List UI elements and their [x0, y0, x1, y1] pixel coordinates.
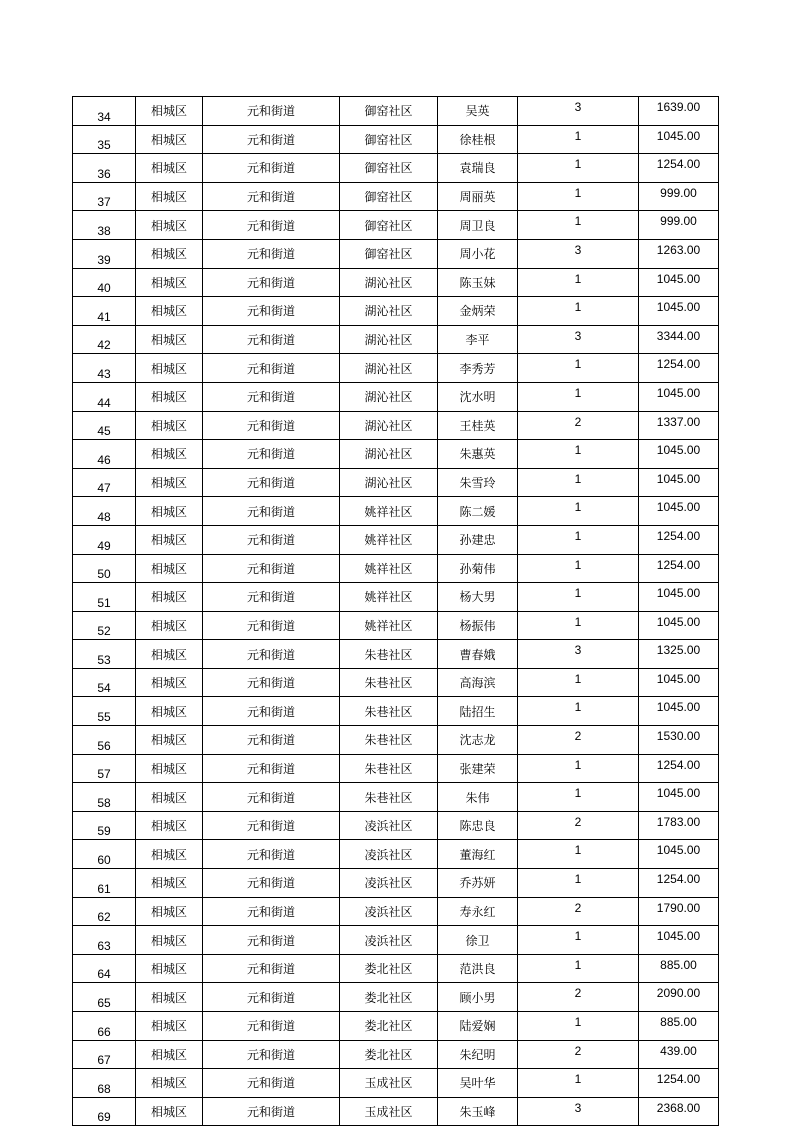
row-number-cell: 61: [73, 869, 136, 898]
table-row: [73, 154, 719, 183]
row-number-cell: 52: [73, 611, 136, 640]
community-cell: 朱巷社区: [340, 697, 438, 726]
street-cell: 元和街道: [203, 554, 340, 583]
amount-cell: 1790.00: [639, 897, 719, 926]
household-count-cell: 1: [518, 554, 639, 583]
community-cell: 御窑社区: [340, 97, 438, 126]
community-cell: 湖沁社区: [340, 382, 438, 411]
street-cell: 元和街道: [203, 211, 340, 240]
household-count-cell: 1: [518, 783, 639, 812]
district-cell: 相城区: [136, 1069, 203, 1098]
table-row: [73, 411, 719, 440]
table-row: [73, 1012, 719, 1041]
name-cell: 杨振伟: [438, 611, 518, 640]
table-row: [73, 811, 719, 840]
district-cell: 相城区: [136, 182, 203, 211]
name-cell: 朱伟: [438, 783, 518, 812]
street-cell: 元和街道: [203, 154, 340, 183]
name-cell: 董海红: [438, 840, 518, 869]
community-cell: 御窑社区: [340, 211, 438, 240]
amount-cell: 1254.00: [639, 354, 719, 383]
community-cell: 凌浜社区: [340, 869, 438, 898]
district-cell: 相城区: [136, 668, 203, 697]
household-count-cell: 2: [518, 1040, 639, 1069]
data-table: [72, 96, 719, 1126]
district-cell: 相城区: [136, 926, 203, 955]
household-count-cell: 2: [518, 726, 639, 755]
amount-cell: 2090.00: [639, 983, 719, 1012]
amount-cell: 1045.00: [639, 125, 719, 154]
community-cell: 姚祥社区: [340, 554, 438, 583]
district-cell: 相城区: [136, 640, 203, 669]
household-count-cell: 1: [518, 125, 639, 154]
amount-cell: 999.00: [639, 182, 719, 211]
district-cell: 相城区: [136, 325, 203, 354]
name-cell: 孙菊伟: [438, 554, 518, 583]
district-cell: 相城区: [136, 154, 203, 183]
household-count-cell: 3: [518, 325, 639, 354]
name-cell: 乔苏妍: [438, 869, 518, 898]
table-row: [73, 783, 719, 812]
district-cell: 相城区: [136, 411, 203, 440]
district-cell: 相城区: [136, 440, 203, 469]
name-cell: 王桂英: [438, 411, 518, 440]
district-cell: 相城区: [136, 468, 203, 497]
street-cell: 元和街道: [203, 840, 340, 869]
street-cell: 元和街道: [203, 668, 340, 697]
table-row: [73, 382, 719, 411]
name-cell: 陆爱娴: [438, 1012, 518, 1041]
community-cell: 姚祥社区: [340, 497, 438, 526]
table-row: [73, 239, 719, 268]
row-number-cell: 55: [73, 697, 136, 726]
row-number-cell: 65: [73, 983, 136, 1012]
community-cell: 湖沁社区: [340, 440, 438, 469]
district-cell: 相城区: [136, 697, 203, 726]
street-cell: 元和街道: [203, 926, 340, 955]
row-number-cell: 56: [73, 726, 136, 755]
community-cell: 湖沁社区: [340, 325, 438, 354]
community-cell: 湖沁社区: [340, 411, 438, 440]
street-cell: 元和街道: [203, 869, 340, 898]
district-cell: 相城区: [136, 611, 203, 640]
community-cell: 凌浜社区: [340, 811, 438, 840]
street-cell: 元和街道: [203, 354, 340, 383]
amount-cell: 885.00: [639, 1012, 719, 1041]
household-count-cell: 1: [518, 154, 639, 183]
community-cell: 姚祥社区: [340, 611, 438, 640]
table-row: [73, 211, 719, 240]
name-cell: 顾小男: [438, 983, 518, 1012]
district-cell: 相城区: [136, 954, 203, 983]
row-number-cell: 66: [73, 1012, 136, 1041]
amount-cell: 1045.00: [639, 440, 719, 469]
community-cell: 朱巷社区: [340, 640, 438, 669]
name-cell: 吴叶华: [438, 1069, 518, 1098]
row-number-cell: 43: [73, 354, 136, 383]
name-cell: 李秀芳: [438, 354, 518, 383]
district-cell: 相城区: [136, 354, 203, 383]
amount-cell: 1045.00: [639, 611, 719, 640]
community-cell: 御窑社区: [340, 154, 438, 183]
table-row: [73, 869, 719, 898]
household-count-cell: 1: [518, 668, 639, 697]
district-cell: 相城区: [136, 726, 203, 755]
amount-cell: 1254.00: [639, 154, 719, 183]
household-count-cell: 2: [518, 897, 639, 926]
row-number-cell: 42: [73, 325, 136, 354]
amount-cell: 1045.00: [639, 668, 719, 697]
street-cell: 元和街道: [203, 954, 340, 983]
district-cell: 相城区: [136, 811, 203, 840]
row-number-cell: 58: [73, 783, 136, 812]
household-count-cell: 1: [518, 525, 639, 554]
street-cell: 元和街道: [203, 411, 340, 440]
name-cell: 曹春娥: [438, 640, 518, 669]
district-cell: 相城区: [136, 554, 203, 583]
household-count-cell: 1: [518, 840, 639, 869]
name-cell: 陈二媛: [438, 497, 518, 526]
district-cell: 相城区: [136, 525, 203, 554]
street-cell: 元和街道: [203, 525, 340, 554]
street-cell: 元和街道: [203, 125, 340, 154]
household-count-cell: 1: [518, 1069, 639, 1098]
name-cell: 徐卫: [438, 926, 518, 955]
street-cell: 元和街道: [203, 1040, 340, 1069]
name-cell: 张建荣: [438, 754, 518, 783]
amount-cell: 1045.00: [639, 697, 719, 726]
community-cell: 娄北社区: [340, 954, 438, 983]
name-cell: 李平: [438, 325, 518, 354]
table-row: [73, 954, 719, 983]
district-cell: 相城区: [136, 1097, 203, 1126]
amount-cell: 3344.00: [639, 325, 719, 354]
row-number-cell: 39: [73, 239, 136, 268]
street-cell: 元和街道: [203, 754, 340, 783]
community-cell: 朱巷社区: [340, 783, 438, 812]
table-row: [73, 640, 719, 669]
community-cell: 朱巷社区: [340, 754, 438, 783]
amount-cell: 1045.00: [639, 382, 719, 411]
table-row: [73, 554, 719, 583]
name-cell: 袁瑞良: [438, 154, 518, 183]
row-number-cell: 48: [73, 497, 136, 526]
row-number-cell: 35: [73, 125, 136, 154]
street-cell: 元和街道: [203, 583, 340, 612]
street-cell: 元和街道: [203, 97, 340, 126]
street-cell: 元和街道: [203, 297, 340, 326]
district-cell: 相城区: [136, 1012, 203, 1041]
community-cell: 湖沁社区: [340, 297, 438, 326]
community-cell: 娄北社区: [340, 983, 438, 1012]
household-count-cell: 1: [518, 297, 639, 326]
name-cell: 陈玉妹: [438, 268, 518, 297]
table-row: [73, 983, 719, 1012]
household-count-cell: 1: [518, 182, 639, 211]
district-cell: 相城区: [136, 125, 203, 154]
community-cell: 姚祥社区: [340, 525, 438, 554]
community-cell: 御窑社区: [340, 125, 438, 154]
table-row: [73, 611, 719, 640]
district-cell: 相城区: [136, 897, 203, 926]
amount-cell: 1530.00: [639, 726, 719, 755]
community-cell: 湖沁社区: [340, 268, 438, 297]
name-cell: 吴英: [438, 97, 518, 126]
row-number-cell: 62: [73, 897, 136, 926]
community-cell: 湖沁社区: [340, 354, 438, 383]
street-cell: 元和街道: [203, 468, 340, 497]
table-row: [73, 325, 719, 354]
amount-cell: 1045.00: [639, 926, 719, 955]
row-number-cell: 36: [73, 154, 136, 183]
amount-cell: 1254.00: [639, 525, 719, 554]
name-cell: 陆招生: [438, 697, 518, 726]
household-count-cell: 1: [518, 869, 639, 898]
district-cell: 相城区: [136, 97, 203, 126]
row-number-cell: 51: [73, 583, 136, 612]
street-cell: 元和街道: [203, 697, 340, 726]
household-count-cell: 1: [518, 754, 639, 783]
name-cell: 沈志龙: [438, 726, 518, 755]
household-count-cell: 1: [518, 468, 639, 497]
row-number-cell: 50: [73, 554, 136, 583]
community-cell: 玉成社区: [340, 1069, 438, 1098]
district-cell: 相城区: [136, 239, 203, 268]
street-cell: 元和街道: [203, 239, 340, 268]
table-row: [73, 726, 719, 755]
household-count-cell: 2: [518, 411, 639, 440]
row-number-cell: 47: [73, 468, 136, 497]
amount-cell: 999.00: [639, 211, 719, 240]
amount-cell: 885.00: [639, 954, 719, 983]
amount-cell: 1263.00: [639, 239, 719, 268]
district-cell: 相城区: [136, 211, 203, 240]
community-cell: 凌浜社区: [340, 840, 438, 869]
name-cell: 高海滨: [438, 668, 518, 697]
amount-cell: 1045.00: [639, 783, 719, 812]
amount-cell: 1254.00: [639, 554, 719, 583]
community-cell: 玉成社区: [340, 1097, 438, 1126]
row-number-cell: 63: [73, 926, 136, 955]
household-count-cell: 1: [518, 697, 639, 726]
row-number-cell: 57: [73, 754, 136, 783]
district-cell: 相城区: [136, 869, 203, 898]
district-cell: 相城区: [136, 382, 203, 411]
household-count-cell: 3: [518, 97, 639, 126]
household-count-cell: 1: [518, 954, 639, 983]
street-cell: 元和街道: [203, 1097, 340, 1126]
table-row: [73, 125, 719, 154]
household-count-cell: 1: [518, 382, 639, 411]
row-number-cell: 54: [73, 668, 136, 697]
row-number-cell: 45: [73, 411, 136, 440]
street-cell: 元和街道: [203, 182, 340, 211]
household-count-cell: 1: [518, 1012, 639, 1041]
table-row: [73, 697, 719, 726]
household-count-cell: 2: [518, 983, 639, 1012]
amount-cell: 1783.00: [639, 811, 719, 840]
table-row: [73, 1069, 719, 1098]
district-cell: 相城区: [136, 268, 203, 297]
street-cell: 元和街道: [203, 1012, 340, 1041]
name-cell: 金炳荣: [438, 297, 518, 326]
household-count-cell: 1: [518, 440, 639, 469]
household-count-cell: 1: [518, 268, 639, 297]
amount-cell: 1337.00: [639, 411, 719, 440]
name-cell: 寿永红: [438, 897, 518, 926]
row-number-cell: 37: [73, 182, 136, 211]
street-cell: 元和街道: [203, 783, 340, 812]
street-cell: 元和街道: [203, 268, 340, 297]
street-cell: 元和街道: [203, 325, 340, 354]
table-row: [73, 926, 719, 955]
table-row: [73, 583, 719, 612]
district-cell: 相城区: [136, 840, 203, 869]
amount-cell: 1045.00: [639, 468, 719, 497]
street-cell: 元和街道: [203, 1069, 340, 1098]
household-count-cell: 1: [518, 926, 639, 955]
district-cell: 相城区: [136, 783, 203, 812]
amount-cell: 1254.00: [639, 754, 719, 783]
name-cell: 朱纪明: [438, 1040, 518, 1069]
row-number-cell: 46: [73, 440, 136, 469]
community-cell: 娄北社区: [340, 1012, 438, 1041]
community-cell: 姚祥社区: [340, 583, 438, 612]
row-number-cell: 64: [73, 954, 136, 983]
row-number-cell: 67: [73, 1040, 136, 1069]
row-number-cell: 49: [73, 525, 136, 554]
name-cell: 徐桂根: [438, 125, 518, 154]
amount-cell: 1325.00: [639, 640, 719, 669]
street-cell: 元和街道: [203, 382, 340, 411]
name-cell: 孙建忠: [438, 525, 518, 554]
street-cell: 元和街道: [203, 811, 340, 840]
street-cell: 元和街道: [203, 897, 340, 926]
community-cell: 御窑社区: [340, 182, 438, 211]
table-row: [73, 668, 719, 697]
household-count-cell: 1: [518, 211, 639, 240]
household-count-cell: 3: [518, 1097, 639, 1126]
amount-cell: 439.00: [639, 1040, 719, 1069]
name-cell: 周小花: [438, 239, 518, 268]
table-row: [73, 354, 719, 383]
name-cell: 周丽英: [438, 182, 518, 211]
household-count-cell: 1: [518, 583, 639, 612]
name-cell: 陈忠良: [438, 811, 518, 840]
name-cell: 朱雪玲: [438, 468, 518, 497]
amount-cell: 1254.00: [639, 1069, 719, 1098]
name-cell: 沈水明: [438, 382, 518, 411]
household-count-cell: 3: [518, 239, 639, 268]
household-count-cell: 1: [518, 354, 639, 383]
table-row: [73, 754, 719, 783]
table-row: [73, 525, 719, 554]
district-cell: 相城区: [136, 1040, 203, 1069]
amount-cell: 1045.00: [639, 268, 719, 297]
street-cell: 元和街道: [203, 497, 340, 526]
community-cell: 朱巷社区: [340, 668, 438, 697]
amount-cell: 1045.00: [639, 840, 719, 869]
name-cell: 杨大男: [438, 583, 518, 612]
street-cell: 元和街道: [203, 640, 340, 669]
community-cell: 御窑社区: [340, 239, 438, 268]
community-cell: 娄北社区: [340, 1040, 438, 1069]
amount-cell: 1045.00: [639, 497, 719, 526]
row-number-cell: 53: [73, 640, 136, 669]
table-row: [73, 440, 719, 469]
district-cell: 相城区: [136, 583, 203, 612]
amount-cell: 1045.00: [639, 583, 719, 612]
amount-cell: 1254.00: [639, 869, 719, 898]
row-number-cell: 69: [73, 1097, 136, 1126]
community-cell: 湖沁社区: [340, 468, 438, 497]
household-count-cell: 3: [518, 640, 639, 669]
row-number-cell: 34: [73, 97, 136, 126]
table-row: [73, 840, 719, 869]
row-number-cell: 40: [73, 268, 136, 297]
amount-cell: 1045.00: [639, 297, 719, 326]
table-row: [73, 897, 719, 926]
table-row: [73, 497, 719, 526]
row-number-cell: 68: [73, 1069, 136, 1098]
row-number-cell: 41: [73, 297, 136, 326]
name-cell: 范洪良: [438, 954, 518, 983]
community-cell: 朱巷社区: [340, 726, 438, 755]
street-cell: 元和街道: [203, 440, 340, 469]
row-number-cell: 59: [73, 811, 136, 840]
district-cell: 相城区: [136, 297, 203, 326]
table-row: [73, 468, 719, 497]
table-row: [73, 1040, 719, 1069]
district-cell: 相城区: [136, 983, 203, 1012]
row-number-cell: 60: [73, 840, 136, 869]
table-row: [73, 297, 719, 326]
table-row: [73, 97, 719, 126]
row-number-cell: 44: [73, 382, 136, 411]
street-cell: 元和街道: [203, 983, 340, 1012]
community-cell: 凌浜社区: [340, 897, 438, 926]
amount-cell: 2368.00: [639, 1097, 719, 1126]
household-count-cell: 1: [518, 611, 639, 640]
community-cell: 凌浜社区: [340, 926, 438, 955]
district-cell: 相城区: [136, 497, 203, 526]
street-cell: 元和街道: [203, 726, 340, 755]
amount-cell: 1639.00: [639, 97, 719, 126]
table-row: [73, 268, 719, 297]
name-cell: 周卫良: [438, 211, 518, 240]
name-cell: 朱玉峰: [438, 1097, 518, 1126]
street-cell: 元和街道: [203, 611, 340, 640]
table-row: [73, 182, 719, 211]
household-count-cell: 1: [518, 497, 639, 526]
district-cell: 相城区: [136, 754, 203, 783]
row-number-cell: 38: [73, 211, 136, 240]
table-body: [73, 97, 719, 1126]
name-cell: 朱惠英: [438, 440, 518, 469]
household-count-cell: 2: [518, 811, 639, 840]
